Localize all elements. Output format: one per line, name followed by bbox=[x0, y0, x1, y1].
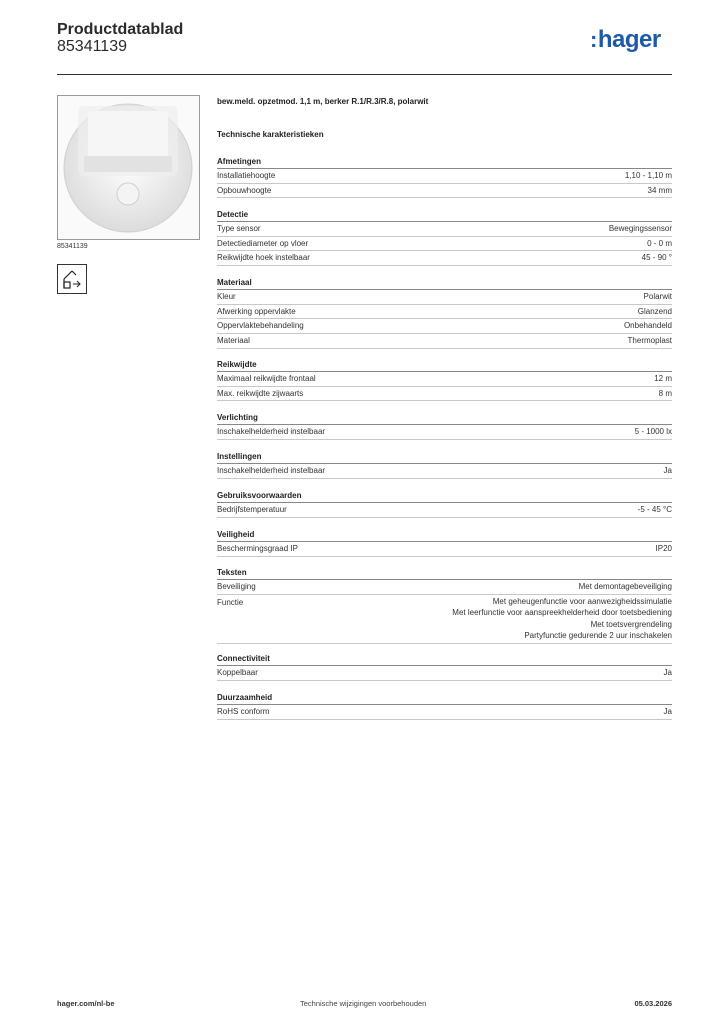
spec-value: Ja bbox=[663, 668, 672, 677]
section-heading: Teksten bbox=[217, 566, 672, 580]
spec-value-line: Met geheugenfunctie voor aanwezigheidssimulatie bbox=[492, 596, 672, 606]
spec-row bbox=[217, 503, 672, 518]
section-subtitle: Technische karakteristieken bbox=[217, 130, 324, 139]
spec-section bbox=[217, 358, 672, 401]
spec-row bbox=[217, 425, 672, 440]
section-heading: Materiaal bbox=[217, 276, 672, 290]
spec-row bbox=[217, 305, 672, 320]
section-heading: Veiligheid bbox=[217, 528, 672, 542]
spec-row bbox=[217, 387, 672, 402]
spec-label: Functie bbox=[217, 597, 244, 607]
spec-value: 45 - 90 ° bbox=[641, 253, 672, 263]
spec-value: Thermoplast bbox=[627, 336, 672, 346]
spec-label: Installatiehoogte bbox=[217, 171, 276, 180]
spec-row bbox=[217, 184, 672, 199]
spec-section bbox=[217, 528, 672, 557]
spec-value: 8 m bbox=[658, 388, 672, 398]
product-description: bew.meld. opzetmod. 1,1 m, berker R.1/R.3/R.8, polarwit bbox=[217, 97, 429, 106]
spec-label: Koppelbaar bbox=[217, 668, 258, 677]
section-heading: Reikwijdte bbox=[217, 358, 672, 372]
spec-row bbox=[217, 334, 672, 349]
product-number: 85341139 bbox=[57, 38, 127, 55]
spec-label: Materiaal bbox=[217, 336, 250, 346]
spec-value: Onbehandeld bbox=[623, 321, 672, 331]
spec-value-line: Met toetsvergrendeling bbox=[590, 619, 672, 629]
spec-section bbox=[217, 450, 672, 479]
spec-row bbox=[217, 595, 672, 644]
hager-logo: :hager bbox=[590, 26, 661, 53]
section-heading: Duurzaamheid bbox=[217, 691, 672, 705]
spec-section bbox=[217, 691, 672, 720]
spec-value: Ja bbox=[663, 466, 672, 475]
spec-label: Inschakelhelderheid instelbaar bbox=[217, 427, 326, 436]
spec-row bbox=[217, 464, 672, 479]
spec-label: Oppervlaktebehandeling bbox=[217, 321, 304, 331]
footer-website[interactable]: hager.com/nl-be bbox=[57, 999, 115, 1008]
spec-row bbox=[217, 222, 672, 237]
spec-section bbox=[217, 411, 672, 440]
spec-section bbox=[217, 208, 672, 266]
spec-row bbox=[217, 319, 672, 334]
spec-value: 1,10 - 1,10 m bbox=[624, 171, 672, 180]
spec-row bbox=[217, 542, 672, 557]
spec-label: Opbouwhoogte bbox=[217, 185, 272, 195]
spec-label: Beveiliging bbox=[217, 582, 256, 591]
product-image bbox=[57, 95, 200, 240]
section-heading: Gebruiksvoorwaarden bbox=[217, 489, 672, 503]
spec-value: Met demontagebeveiliging bbox=[578, 582, 672, 591]
spec-row bbox=[217, 666, 672, 681]
spec-label: Max. reikwijdte zijwaarts bbox=[217, 388, 304, 398]
spec-label: RoHS conform bbox=[217, 707, 270, 716]
page-title: Productdatablad bbox=[57, 21, 184, 38]
spec-label: Kleur bbox=[217, 292, 236, 301]
spec-row bbox=[217, 237, 672, 252]
spec-value-line: Met leerfunctie voor aanspreekhelderheid door toetsbediening bbox=[452, 608, 672, 618]
spec-value: 12 m bbox=[654, 374, 672, 383]
spec-value: Bewegingssensor bbox=[608, 224, 672, 233]
spec-row bbox=[217, 290, 672, 305]
spec-value: 5 - 1000 lx bbox=[634, 427, 672, 436]
spec-row bbox=[217, 580, 672, 595]
section-heading: Afmetingen bbox=[217, 155, 672, 169]
spec-value: Ja bbox=[663, 707, 672, 716]
spec-label: Inschakelhelderheid instelbaar bbox=[217, 466, 326, 475]
spec-value: IP20 bbox=[655, 544, 672, 553]
spec-section bbox=[217, 566, 672, 644]
spec-value: Glanzend bbox=[637, 306, 672, 316]
spec-section bbox=[217, 652, 672, 681]
spec-section bbox=[217, 155, 672, 198]
spec-label: Reikwijdte hoek instelbaar bbox=[217, 253, 310, 263]
spec-label: Maximaal reikwijdte frontaal bbox=[217, 374, 316, 383]
mounting-symbol-icon bbox=[57, 264, 87, 294]
spec-value: 34 mm bbox=[647, 185, 672, 195]
spec-row bbox=[217, 705, 672, 720]
spec-label: Bedrijfstemperatuur bbox=[217, 505, 287, 514]
spec-section bbox=[217, 276, 672, 349]
spec-value: Polarwit bbox=[643, 292, 672, 301]
spec-value: 0 - 0 m bbox=[647, 238, 672, 248]
spec-value-line: Partyfunctie gedurende 2 uur inschakelen bbox=[524, 631, 672, 641]
spec-row bbox=[217, 372, 672, 387]
spec-label: Beschermingsgraad IP bbox=[217, 544, 298, 553]
header-divider bbox=[57, 74, 672, 75]
spec-row bbox=[217, 169, 672, 184]
spec-label: Type sensor bbox=[217, 224, 261, 233]
side-product-id: 85341139 bbox=[57, 243, 88, 250]
spec-value: -5 - 45 °C bbox=[637, 505, 672, 514]
logo-text: hager bbox=[597, 26, 661, 53]
section-heading: Verlichting bbox=[217, 411, 672, 425]
spec-row bbox=[217, 251, 672, 266]
section-heading: Detectie bbox=[217, 208, 672, 222]
spec-label: Afwerking oppervlakte bbox=[217, 306, 296, 316]
spec-label: Detectiediameter op vloer bbox=[217, 238, 309, 248]
spec-section bbox=[217, 489, 672, 518]
section-heading: Instellingen bbox=[217, 450, 672, 464]
spec-value bbox=[452, 596, 672, 642]
footer-disclaimer: Technische wijzigingen voorbehouden bbox=[300, 999, 427, 1008]
section-heading: Connectiviteit bbox=[217, 652, 672, 666]
footer-date: 05.03.2026 bbox=[634, 999, 672, 1008]
